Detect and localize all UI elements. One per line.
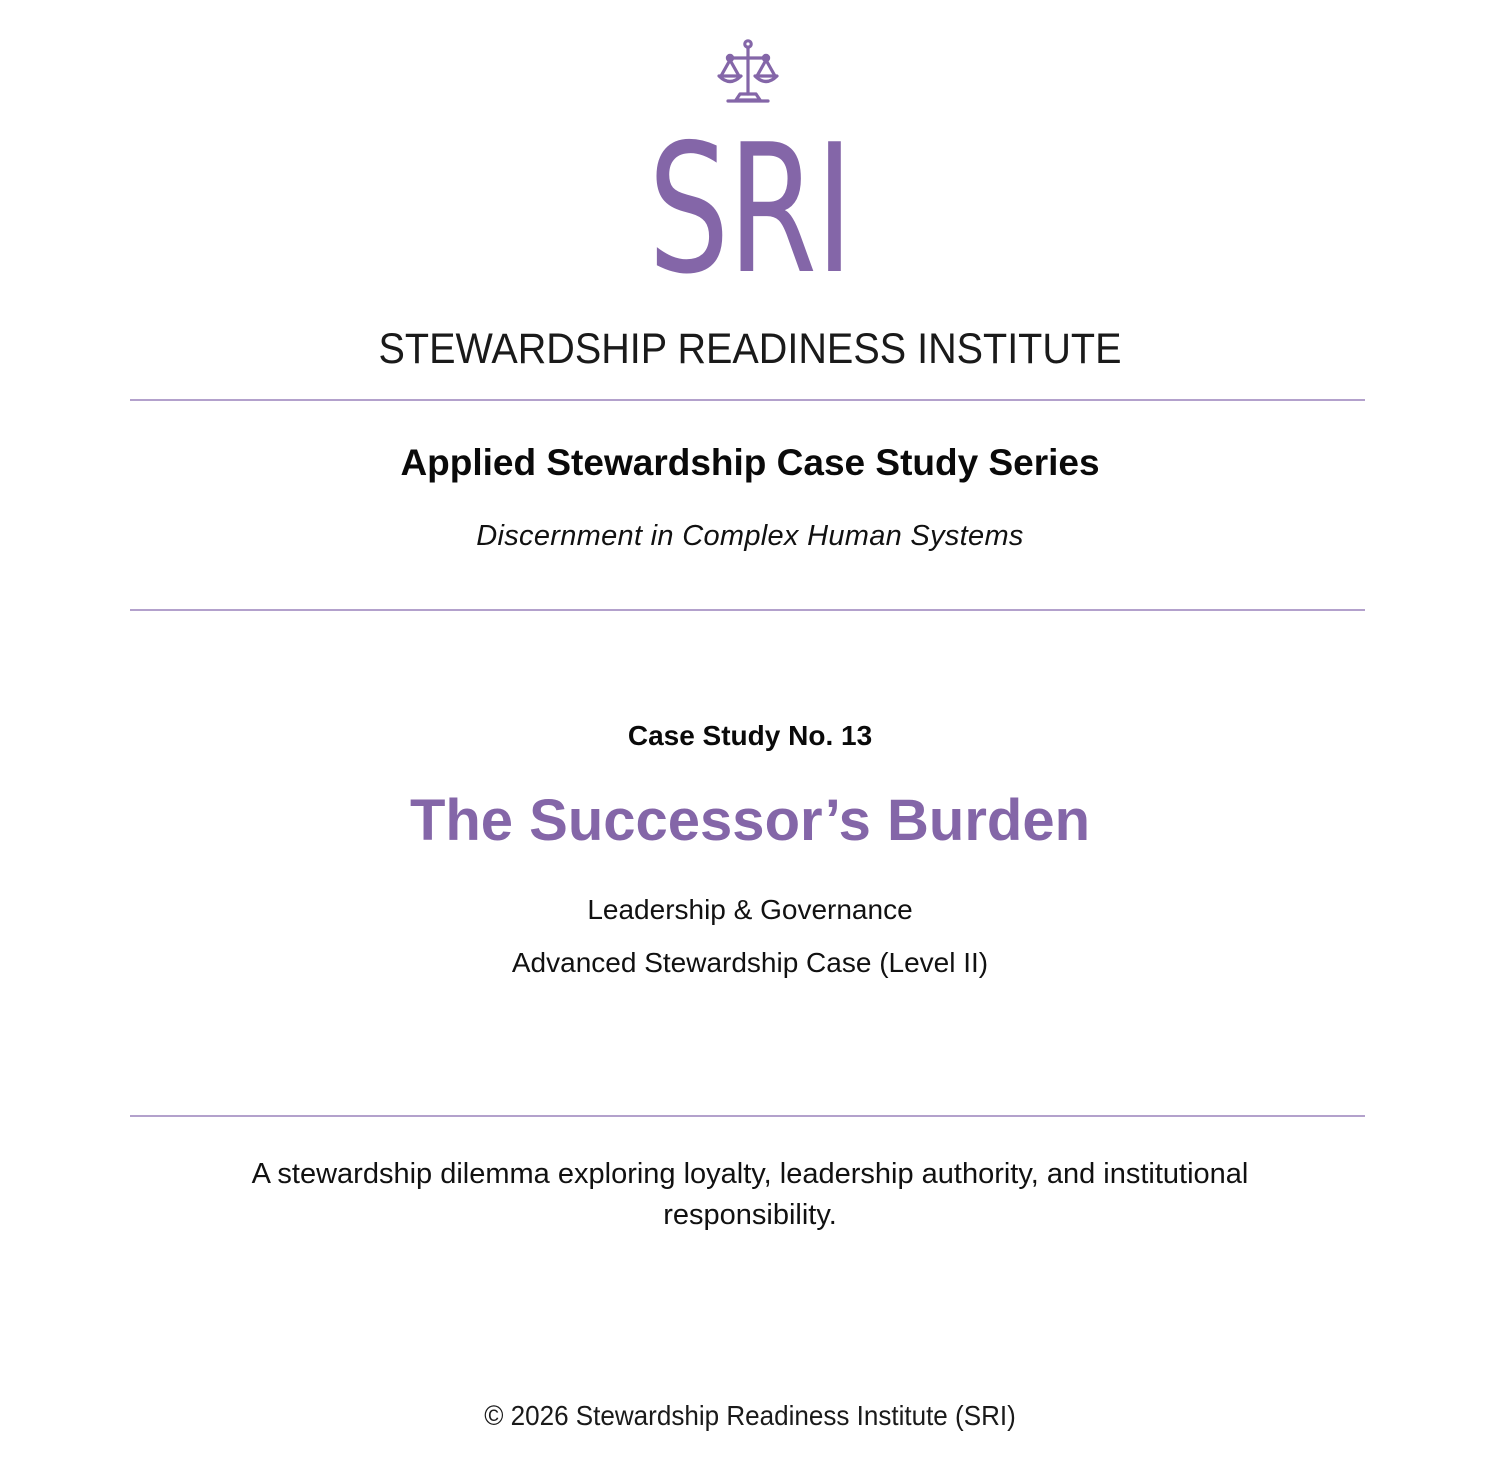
series-title: Applied Stewardship Case Study Series <box>400 442 1100 483</box>
case-level: Advanced Stewardship Case (Level II) <box>511 947 989 978</box>
copyright: © 2026 Stewardship Readiness Institute (SRI) <box>484 1400 1016 1431</box>
institute-name: STEWARDSHIP READINESS INSTITUTE <box>378 325 1122 373</box>
case-number: Case Study No. 13 <box>627 720 873 751</box>
series-subtitle: Discernment in Complex Human Systems <box>476 520 1024 552</box>
case-title: The Successor’s Burden <box>409 788 1091 853</box>
divider <box>130 1115 1365 1117</box>
case-topic: Leadership & Governance <box>587 894 913 925</box>
divider <box>130 399 1365 401</box>
logo-wordmark: SRI <box>648 106 852 313</box>
divider <box>130 609 1365 611</box>
case-description: A stewardship dilemma exploring loyalty, leadership authority, and institutional responsibility. <box>251 1158 1249 1231</box>
balance-scale-icon <box>716 38 780 104</box>
